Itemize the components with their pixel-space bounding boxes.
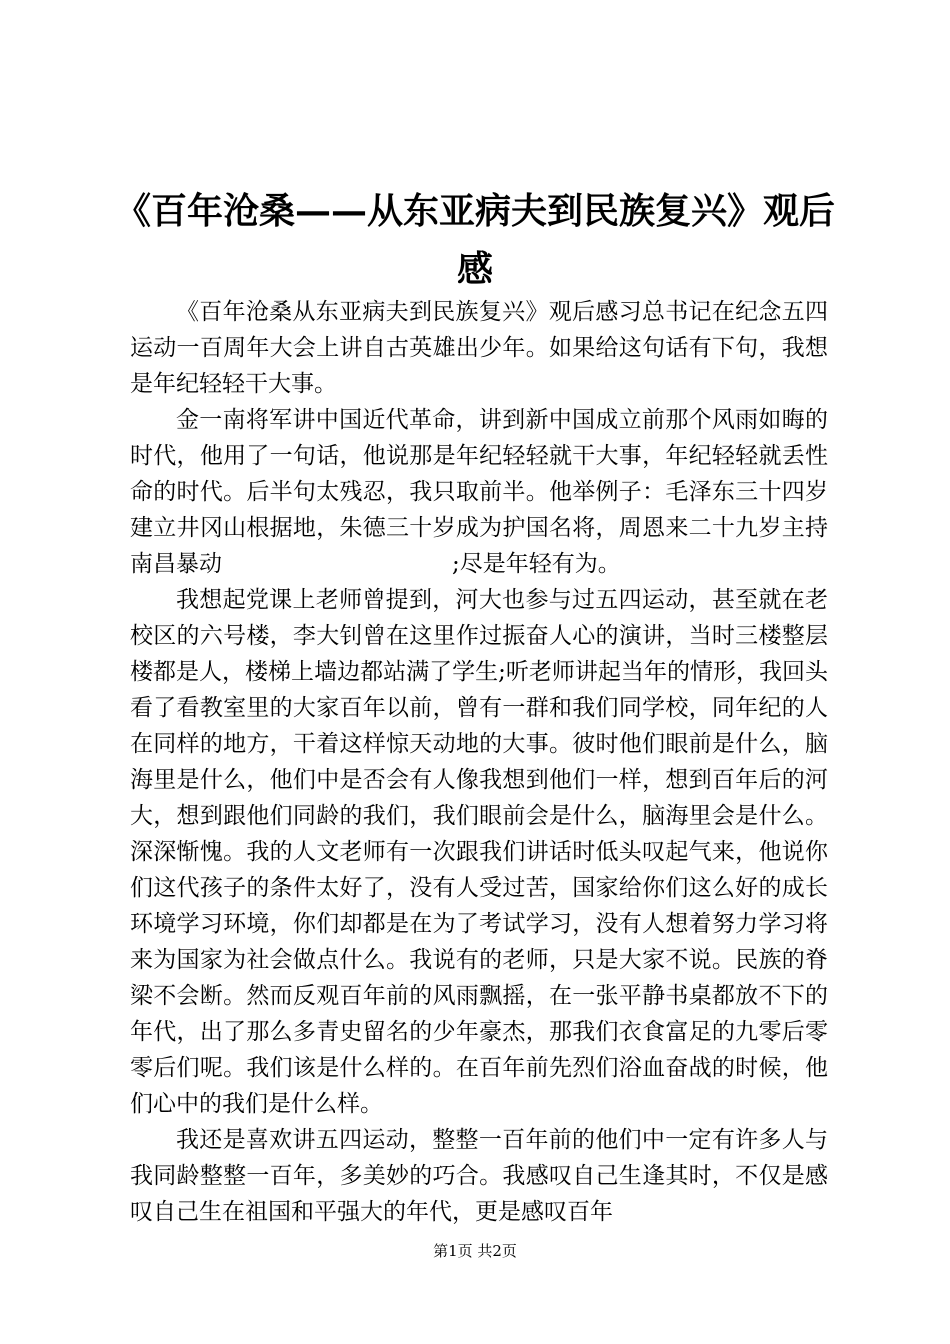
paragraph: 我想起党课上老师曾提到，河大也参与过五四运动，甚至就在老校区的六号楼，李大钊曾在这里作过振奋人心的演讲，当时三楼整层楼都是人，楼梯上墙边都站满了学生;听老师讲起当年的情形，我回头看了看教室里的大家百年以前，曾有一群和我们同学校，同年纪的人在同样的地方，干着这样惊天动地的大事。彼时他们眼前是什么，脑海里是什么，他们中是否会有人像我想到他们一样，想到百年后的河大，想到跟他们同龄的我们，我们眼前会是什么，脑海里会是什么。深深惭愧。我的人文老师有一次跟我们讲话时低头叹起气来，他说你们这代孩子的条件太好了，没有人受过苦，国家给你们这么好的成长环境学习环境，你们却都是在为了考试学习，没有人想着努力学习将来为国家为社会做点什么。我说有的老师，只是大家不说。民族的脊梁不会断。然而反观百年前的风雨飘摇，在一张平静书桌都放不下的年代，出了那么多青史留名的少年豪杰，那我们衣食富足的九零后零零后们呢。我们该是什么样的。在百年前先烈们浴血奋战的时候，他们心中的我们是什么样。	[130, 587, 828, 1117]
document-body	[130, 294, 828, 1230]
paragraph: 《百年沧桑从东亚病夫到民族复兴》观后感习总书记在纪念五四运动一百周年大会上讲自古英雄出少年。如果给这句话有下句，我想是年纪轻轻干大事。	[130, 299, 828, 397]
paragraph: 我还是喜欢讲五四运动，整整一百年前的他们中一定有许多人与我同龄整整一百年，多美妙的巧合。我感叹自己生逢其时，不仅是感叹自己生在祖国和平强大的年代，更是感叹百年	[130, 1127, 828, 1225]
paragraph: 金一南将军讲中国近代革命，讲到新中国成立前那个风雨如晦的时代，他用了一句话，他说那是年纪轻轻就干大事，年纪轻轻就丢性命的时代。后半句太残忍，我只取前半。他举例子：毛泽东三十四岁建立井冈山根据地，朱德三十岁成为护国名将，周恩来二十九岁主持南昌暴动 ;尽是年轻有为。	[130, 407, 828, 577]
document-title: 《百年沧桑——从东亚病夫到民族复兴》观后感	[114, 190, 835, 290]
page-footer	[0, 1241, 950, 1261]
page-number: 第1页 共2页	[433, 1242, 517, 1260]
